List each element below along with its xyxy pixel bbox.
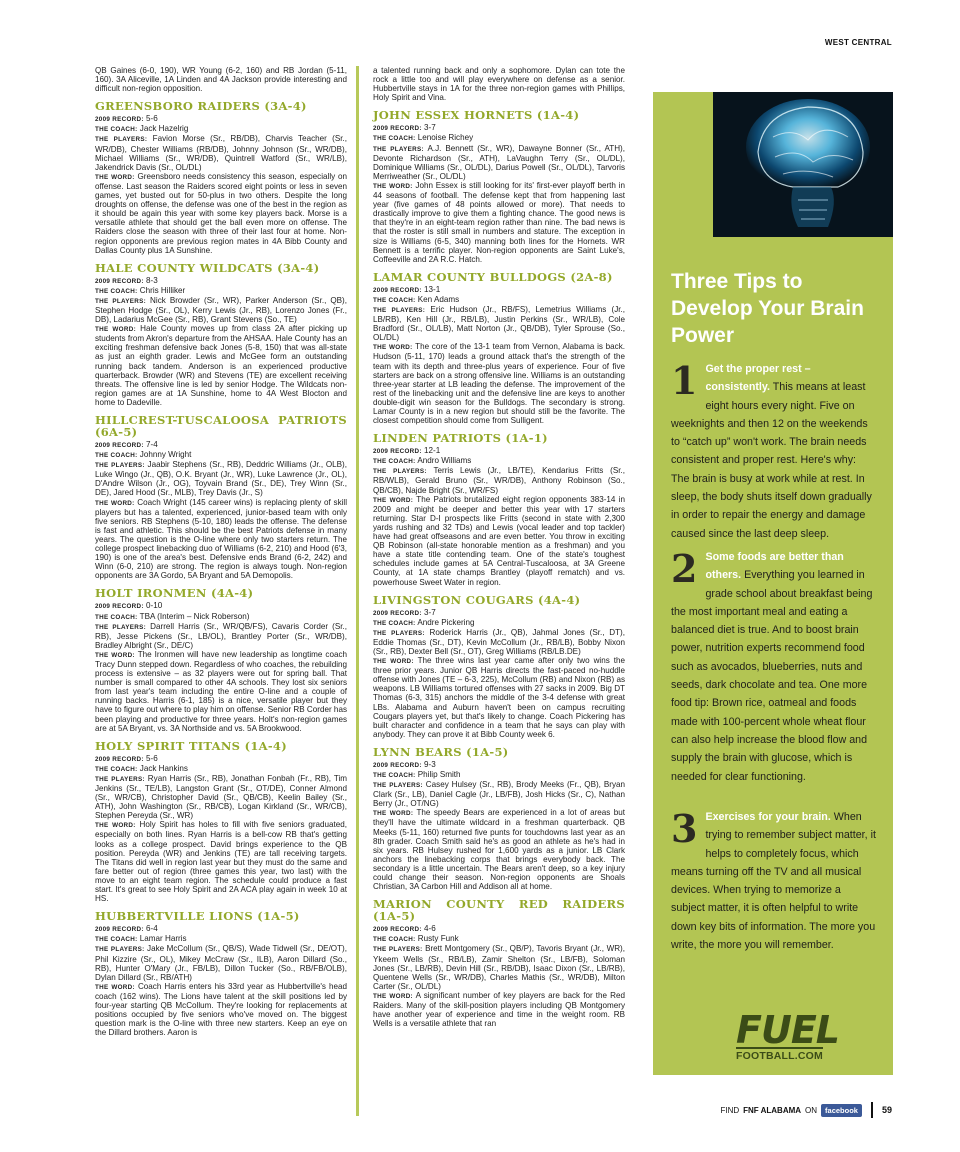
coach-value: Ken Adams [417,294,460,304]
players-line [95,944,347,981]
players-label: THE PLAYERS: [95,462,145,470]
coach-label: THE COACH: [95,452,138,460]
word-label: THE WORD: [95,173,135,181]
word-value: Coach Wright (145 career wins) is replacing plenty of skill players but has a talented, experienced, junior-based team with only five seniors. RB Stephens (5-10, 180) leads the offense. The defense is fast and athletic. This should be the best Patriots defense in many years. The question is the O-line where only two starters return. The college prospect linebacking duo of Williams (6-2, 210) and Hood (6'3, 190) is one of the area's best. Defensive ends Brand (6-2, 242) and Winn (6-0, 210) are strong. The region is always tough. Non-region opponents are 3A Gordo, 5A Bryant and 5A Demopolis. [95,497,348,581]
coach-label: THE COACH: [373,936,416,944]
coach-value: Philip Smith [417,770,461,779]
coach-label: THE COACH: [373,619,416,627]
players-label: THE PLAYERS: [95,623,147,631]
record-line [95,114,347,124]
record-value: 12-1 [424,446,441,456]
word-line [373,808,625,891]
record-value: 5-6 [146,114,158,124]
word-line [95,172,347,255]
sidebar-title: Three Tips to Develop Your Brain Power [671,270,864,347]
team-profile [95,740,347,904]
record-label: 2009 RECORD: [95,603,144,611]
word-value: A significant number of key players are back for the Red Raiders. Many of the skill-position players including QB Montgomery have another year of experience and time in the weight room. RB Wells is a versatile athlete that ran [373,990,625,1029]
logo-url: FOOTBALL.COM [736,1047,823,1062]
players-value: A.J. Bennett (Sr., WR), Dawayne Bonner (Sr., ATH), Devonte Richardson (Sr., ATH), LaVaughn Terry (Sr., OL/DL), Dominique Williams (Sr., OL/DL), Darius Powell (Sr., OL/DL), Tarvoris Merriweather (Sr., OL/DL) [373,143,626,181]
word-value: Greensboro needs consistency this season, especially on offense. Last season the Raiders scored eight points or less in seven games, yet busted out for 50-plus in two others. Despite the long droughts on offense, the defense was one of the best in the region as it should be again this year with some key players back. Morse is a versatile athlete that should get the ball even more on offense. The Raiders close the season with three of their last four at home. Non-region opponents are previous region mates in 4A Bibb County and Dallas County plus 1A Sunshine. [95,171,348,255]
word-label: THE WORD: [373,992,413,1000]
record-line [373,285,625,295]
word-line [373,656,625,739]
article-column-1 [95,66,347,1044]
players-line [373,144,625,181]
word-value: The three wins last year came after only two wins the three prior years. Junior QB Harris directs the fast-paced no-huddle offense with Jones (TE – 6-3, 225), McCollum (RB) and Nixon (RB) as weapons. LB Williams tortured offenses with 27 sacks in 2009. Big DT Thomas (6-3, 315) anchors the middle of the 3-4 defense with great LBs. Alabama and Auburn haven't been on campus recruiting Cougars players yet, but that's likely to change. Coach Pickering has built character and confidence in a team that he says can play with anybody. They can prove it at Bibb County week 6. [373,656,625,739]
coach-value: Andre Pickering [417,617,475,627]
word-value: Coach Harris enters his 33rd year as Hubbertville's head coach (162 wins). The Lions have talent at the skill positions led by four-year starting QB McCollum. They're looking for replacements at positions occupied by five seniors who've moved on. The biggest question mark is the O-line with three new starters. Keep an eye on the Dillard brothers. Aaron is [95,981,348,1038]
team-profile [373,594,625,739]
players-value: Nick Browder (Sr., WR), Parker Anderson (Sr., QB), Stephen Hodge (Sr., OL), Kerry Lewis (Jr., RB), Lorenzo Jones (Fr., DB), Ladarius McGee (Sr., RB), Grant Stevens (So., TE) [95,295,348,325]
word-value: Hale County moves up from class 2A after picking up students from Akron's departure from the AHSAA. Hale County has an exciting freshman defensive back Jones (5-8, 150) that was all-state as just an eighth grader. Lewis and McGee form an outstanding running back tandem. Anderson is an experienced productive quarterback. Browder (WR) and Stevens (TE) are excellent receiving threats. The offensive line is led by senior Hodge. The Wildcats non-region games are at 1A Sunshine, home to 4A West Blocton and home to Dadeville. [95,324,348,407]
team-name: MARION COUNTY RED RAIDERS (1A-5) [373,897,625,924]
coach-value: TBA (Interim – Nick Roberson) [139,611,250,621]
coach-line [373,295,625,305]
coach-line [95,286,347,296]
record-value: 9-3 [424,759,436,769]
players-label: THE PLAYERS: [373,306,426,314]
word-label: THE WORD: [373,496,414,504]
players-label: THE PLAYERS: [373,946,423,954]
record-label: 2009 RECORD: [373,125,422,133]
players-line [95,460,347,497]
tip-heading: Some foods are better than others. [705,551,844,582]
team-name: GREENSBORO RAIDERS (3A-4) [95,99,307,114]
record-line [373,608,625,618]
word-line [95,820,347,903]
players-label: THE PLAYERS: [373,782,423,790]
players-line [373,780,625,808]
record-label: 2009 RECORD: [95,277,144,285]
word-line [373,495,625,587]
players-line [373,944,625,990]
coach-value: Lenoise Richey [417,133,474,143]
coach-line [95,612,347,622]
footer-divider [871,1102,873,1118]
players-line [95,296,347,324]
players-value: Roderick Harris (Jr., QB), Jahmal Jones (Sr., DT), Eddie Thomas (Sr., DT), Kevin McCollum (Jr., RB/LB), Bobby Nixon (Sr., RB), Dexter Bell (Sr., OT), Greg Williams (RB/LB.DE) [373,627,625,656]
article-column-2 [373,66,625,1035]
record-value: 7-4 [146,440,158,449]
coach-value: Lamar Harris [139,934,187,944]
coach-line [95,934,347,944]
record-value: 3-7 [424,123,436,133]
players-line [373,466,625,494]
record-label: 2009 RECORD: [373,448,422,456]
team-name: JOHN ESSEX HORNETS (1A-4) [373,108,580,123]
column-divider [356,66,359,1116]
players-line [95,774,347,820]
team-name: LYNN BEARS (1A-5) [373,744,509,759]
team-name: HUBBERTVILLE LIONS (1A-5) [95,909,300,924]
players-value: Favion Morse (Sr., RB/DB), Charvis Teacher (Sr., WR/DB), Chester Williams (RB/DB), Johnny Johnson (Sr., WR/DB), Michael Williams (Sr., WR/DB), Quintrell Watford (Sr., WR/LB), Jakendrick Davis (Sr., OL/DL) [95,134,348,172]
coach-line [95,764,347,774]
coach-label: THE COACH: [373,296,416,304]
players-value: Jake McCollum (Sr., QB/S), Wade Tidwell (Sr., DE/OT), Phil Kizzire (Sr., OL), Mikey McCraw (Sr., ILB), Aaron Dillard (So., RB), Hunter O'Mary (Jr., FB/LB), Dillon Tucker (So., RB/FB/OLB), Dylan Dillard (Sr., RB/ATH) [95,944,347,982]
footer-on: ON [805,1105,818,1115]
players-line [95,622,347,650]
record-line [95,601,347,611]
word-value: Holy Spirit has holes to fill with five seniors graduated, especially on both lines. Ryan Harris is a bell-cow RB that's getting looks as a college prospect. David brings experience to the QB position. Pereyda (WR) and Jenkins (TE) are tall receiving targets. The Titans did well in region last year but they must do the same and fare better out of region (three games this year, two last) with the move to an eight team region. The schedule could produce a fast start. It's great to see Holy Spirit and 2A ACA play again in week 10 at HS. [95,820,348,904]
coach-line [373,770,625,780]
brain-tips-sidebar [653,92,893,1075]
page-footer [720,1102,892,1118]
tip-number: 1 [671,358,698,403]
footer-find: FIND [720,1105,740,1115]
team-profile [95,100,347,254]
team-profile [373,271,625,425]
tip-3 [671,808,877,954]
record-label: 2009 RECORD: [95,442,144,449]
team-name: HILLCREST-TUSCALOOSA PATRIOTS (6A-5) [95,413,347,439]
players-label: THE PLAYERS: [95,136,148,144]
record-value: 13-1 [424,284,441,294]
tip-2 [671,548,877,786]
word-label: THE WORD: [95,651,135,659]
coach-label: THE COACH: [373,772,416,779]
coach-line [373,133,625,143]
section-label: WEST CENTRAL [824,38,892,47]
coach-label: THE COACH: [373,458,416,466]
fuel-football-logo[interactable] [736,1008,878,1062]
record-label: 2009 RECORD: [373,609,422,617]
word-label: THE WORD: [373,182,413,190]
word-label: THE WORD: [373,810,414,818]
facebook-icon[interactable]: facebook [821,1104,862,1117]
tip-1 [671,360,877,543]
team-profile [373,746,625,891]
record-value: 4-6 [424,924,436,934]
team-profile [373,898,625,1028]
record-value: 6-4 [146,924,158,934]
players-label: THE PLAYERS: [95,297,146,305]
word-line [95,650,347,733]
tip-number: 2 [671,546,698,591]
record-label: 2009 RECORD: [373,761,422,769]
word-label: THE WORD: [95,822,136,830]
record-line [95,754,347,764]
team-profile [373,432,625,586]
word-value: The Ironmen will have new leadership as longtime coach Tracy Dunn stepped down. Regardless of who coaches, the rebuilding process is extensive – as 32 players were out for spring ball. That number is small compared to other 4A schools. They lost six seniors from last year's team including the entire O-line and a couple of running backs. Harris (6-1, 185) is a nice, versatile player but they have to figure out where to play him on offense. Senior RB Corder has been playing and productive for three years. Holt's non-region games are at 5A Bryant, vs. 3A Northside and vs. 5A Brookwood. [95,649,348,733]
players-label: THE PLAYERS: [373,145,424,153]
coach-line [373,618,625,628]
word-line [95,982,347,1038]
record-line [373,760,625,770]
record-value: 3-7 [424,607,436,617]
record-line [373,924,625,934]
record-line [95,276,347,286]
coach-value: Jack Hankins [139,763,188,773]
players-value: Darrell Harris (Sr., WR/QB/FS), Cavaris Corder (Sr., RB), Jesse Pickens (Sr., LB/OL), Brantley Porter (Sr., WR/DB), Bradley Albright (Sr., DE/C) [95,621,348,650]
coach-value: Rusty Funk [417,934,459,944]
record-line [373,123,625,133]
record-value: 5-6 [146,753,158,763]
coach-label: THE COACH: [95,126,138,134]
record-value: 8-3 [146,275,158,285]
record-label: 2009 RECORD: [95,116,144,124]
coach-label: THE COACH: [95,613,138,621]
record-label: 2009 RECORD: [95,755,144,763]
players-value: Brett Montgomery (Sr., QB/P), Tavoris Bryant (Jr., WR), Ykeem Wells (Sr., RB/LB), Zamir Shelton (Sr., LB/FB), Soloman Jones (Sr., LB/RB), Devin Hill (Sr., RB/DB), Isaac Dixon (Sr., LB/RB), Quentene Wells (Sr., WR/DB), Charles Mathis (Sr., WR/DB), Milton Carter (Sr., OL/DL) [373,944,625,991]
players-line [373,628,625,656]
word-line [373,991,625,1028]
team-profile [95,587,347,732]
players-label: THE PLAYERS: [95,775,145,783]
word-value: The core of the 13-1 team from Vernon, Alabama is back. Hudson (5-11, 170) leads a ground attack that's the strength of the team with its depth and three-plus years of experience. Four of five starters are back on a strong offensive line. Williams is an outstanding three-year starter at LB leading the defense. The improvement of the rest of the linebacking unit and the defensive line are keys to another double-digit win season for the Bulldogs. The secondary is strong. Lamar County is in a new region but should still be the favorite. The closest competition should come from Sulligent. [373,342,626,426]
coach-line [373,934,625,944]
record-label: 2009 RECORD: [373,286,422,294]
record-label: 2009 RECORD: [373,926,422,934]
tip-body: Everything you learned in grade school about breakfast being the most important meal and eating a balanced diet is true. And to boost brain power, nutrition experts recommend food such as avocados, blueberries, nuts and seeds, dark chocolate and tea. One more food tip: Brown rice, oatmeal and foods made with 100-percent whole wheat flour can also help increase the blood flow and supply the brain with glucose, which is needed for clear functioning. [671,569,873,783]
team-profile [95,414,347,580]
players-label: THE PLAYERS: [95,946,145,954]
word-label: THE WORD: [95,326,136,334]
players-line [95,134,347,171]
word-value: The speedy Bears are experienced in a lot of areas but they'll have the ultimate wildcard in a freshman quarterback. QB Meeks (5-11, 160) returned five punts for touchdowns last year as an 8th grader. Coach Smith said he's as good an athlete as he's had in six years. RB Hulsey rushed for 1,600 yards as a junior. LB Clark anchors the linebacking corps that brings everybody back. The secondary is a little uncertain. The Bears aren't deep, so a key injury could change their season. Non-region opponents are Shoals Christian, 3A Carbon Hill and Addison all at home. [373,808,625,892]
coach-value: Chris Hilliker [139,285,186,295]
footer-brand: FNF ALABAMA [743,1105,802,1115]
brain-xray-image [713,92,893,237]
coach-label: THE COACH: [95,765,138,773]
word-line [373,342,625,425]
team-name: LIVINGSTON COUGARS (4A-4) [373,592,581,607]
team-name: HOLY SPIRIT TITANS (1A-4) [95,738,287,753]
tip-heading: Get the proper rest – consistently. [705,363,811,394]
team-profile [95,910,347,1037]
coach-line [373,456,625,466]
record-line [95,440,347,450]
word-label: THE WORD: [373,344,413,352]
coach-value: Johnny Wright [139,450,192,460]
players-value: Ryan Harris (Sr., RB), Jonathan Fonbah (Fr., RB), Tim Jenkins (Sr., TE/LB), Langston Grant (Sr., OT/DE), Conner Almond (Sr., WR/CB), Christopher David (Sr., QB/CB), Keelin Bailey (Sr., ATH), John Washington (Sr., RB/CB), Logan Kirkland (Sr., WR/CB), Stephen Pereyda (Sr., WR) [95,773,348,821]
team-name: HOLT IRONMEN (4A-4) [95,586,254,601]
lead-paragraph: QB Gaines (6-0, 190), WR Young (6-2, 160) and RB Jordan (5-11, 160). 3A Aliceville, 1A Linden and 4A Jackson provide interesting and difficult non-region opposition. [95,66,347,94]
coach-line [95,124,347,134]
lead-paragraph: a talented running back and only a sophomore. Dylan can tote the rock a little too and will play everywhere on defense as a senior. Hubbertville stays in 1A for the three non-region games with Phillips, Holy Spirit and Vina. [373,66,625,103]
players-value: Jaabir Stephens (Sr., RB), Deddric Williams (Jr., OLB), Luke Wingo (Jr., QB), O.K. Bryant (Jr., WR), Luke Lawrence (Jr., OL), D'Andre Wilson (Jr., OG), Toyvain Brand (Sr., DE), Trey Winn (Sr., DE), Jared Hood (Sr., MLB), Trey Davis (Jr., S) [95,460,348,498]
coach-value: Jack Hazelrig [139,124,189,134]
coach-value: Andro Williams [417,456,472,466]
word-value: John Essex is still looking for its' first-ever playoff berth in 44 seasons of football. The defense kept that from happening last year (five games of 48 points allowed or more). That needs to drastically improve to give them a fighting chance. The good news is that they're in an eight-team region rather than nine. The bad news is that the roster is still small in numbers and stature. The exception in size is Williams (6-5, 340) manning both lines for the Hornets. WR Bennett is a terrific player. Non-region opponents are Saint Luke's, Coffeeville and 2A R.C. Hatch. [373,180,625,264]
record-value: 0-10 [146,601,163,611]
players-value: Eric Hudson (Jr., RB/FS), Lemetrius Williams (Jr., LB/RB), Ken Hill (Jr., RB/LB), Justin Perkins (Sr., WR/LB), Cole Bradford (Sr., OL/LB), Matt Norton (Jr., QB/DB), Tyler Sprouse (So., OL/DL) [373,304,626,343]
team-name: LAMAR COUNTY BULLDOGS (2A-8) [373,269,613,284]
tip-number: 3 [671,806,698,851]
word-line [95,498,347,581]
word-label: THE WORD: [95,499,135,507]
word-value: The Patriots brutalized eight region opponents 383-14 in 2009 and might be deeper and better this year with 17 starters returning. Star D-I prospects like Fritts (second in state with 2,300 yards rushing and 32 TDs) and Lewis (vocal leader and top tackler) have had great offseasons and are even better. You throw in exciting QB Robinson (all-state honorable mention as a freshman) and you have a state title contending team. One of the state's toughest schedules include games at 5A Central-Tuscaloosa, at 3A Greene County, at 1A state champs Brantley (playoff rematch) and vs. powerhouse Sweet Water in region. [373,494,626,587]
players-value: Terris Lewis (Jr., LB/TE), Kendarius Fritts (Sr., RB/WLB), Gerald Bruno (Sr., WR/DB), Anthony Robinson (So., QB/CB), Najde Bright (Sr., WR/FS) [373,466,625,495]
team-name: LINDEN PATRIOTS (1A-1) [373,431,548,446]
coach-label: THE COACH: [373,135,416,143]
team-profile [95,262,347,407]
coach-line [95,450,347,460]
page-number: 59 [881,1105,892,1115]
team-name: HALE COUNTY WILDCATS (3A-4) [95,260,320,275]
coach-label: THE COACH: [95,936,138,944]
word-label: THE WORD: [95,983,135,991]
players-label: THE PLAYERS: [373,629,425,637]
players-line [373,305,625,342]
coach-label: THE COACH: [95,287,138,295]
tip-body: This means at least eight hours every night. Five on weeknights and then 12 on the weekends to “catch up” won't work. The brain needs consistent and proper rest. Here's why: The brain is busy at work while at rest. In sleep, the body shuts itself down gradually in order to repair the energy and damage caused since the last deep sleep. [671,381,872,540]
record-label: 2009 RECORD: [95,926,144,934]
tip-heading: Exercises for your brain. [705,811,831,823]
players-label: THE PLAYERS: [373,468,427,476]
team-profile [373,109,625,263]
record-line [373,446,625,456]
word-line [95,324,347,407]
word-label: THE WORD: [373,658,414,666]
tip-body: When trying to remember subject matter, it helps to completely focus, which means turning off the TV and all musical devices. When trying to memorize a subject matter, it is often helpful to write down key bits of information. The more you write, the more you will remember. [671,811,876,952]
players-value: Casey Hulsey (Sr., RB), Brody Meeks (Fr., QB), Bryan Clark (Sr., LB), Daniel Cagle (Jr., LB/FB), Josh Hicks (Sr., C), Nathan Berry (Jr., OT/NG) [373,780,625,809]
logo-wordmark: FUEL [736,1008,839,1052]
record-line [95,924,347,934]
word-line [373,181,625,264]
